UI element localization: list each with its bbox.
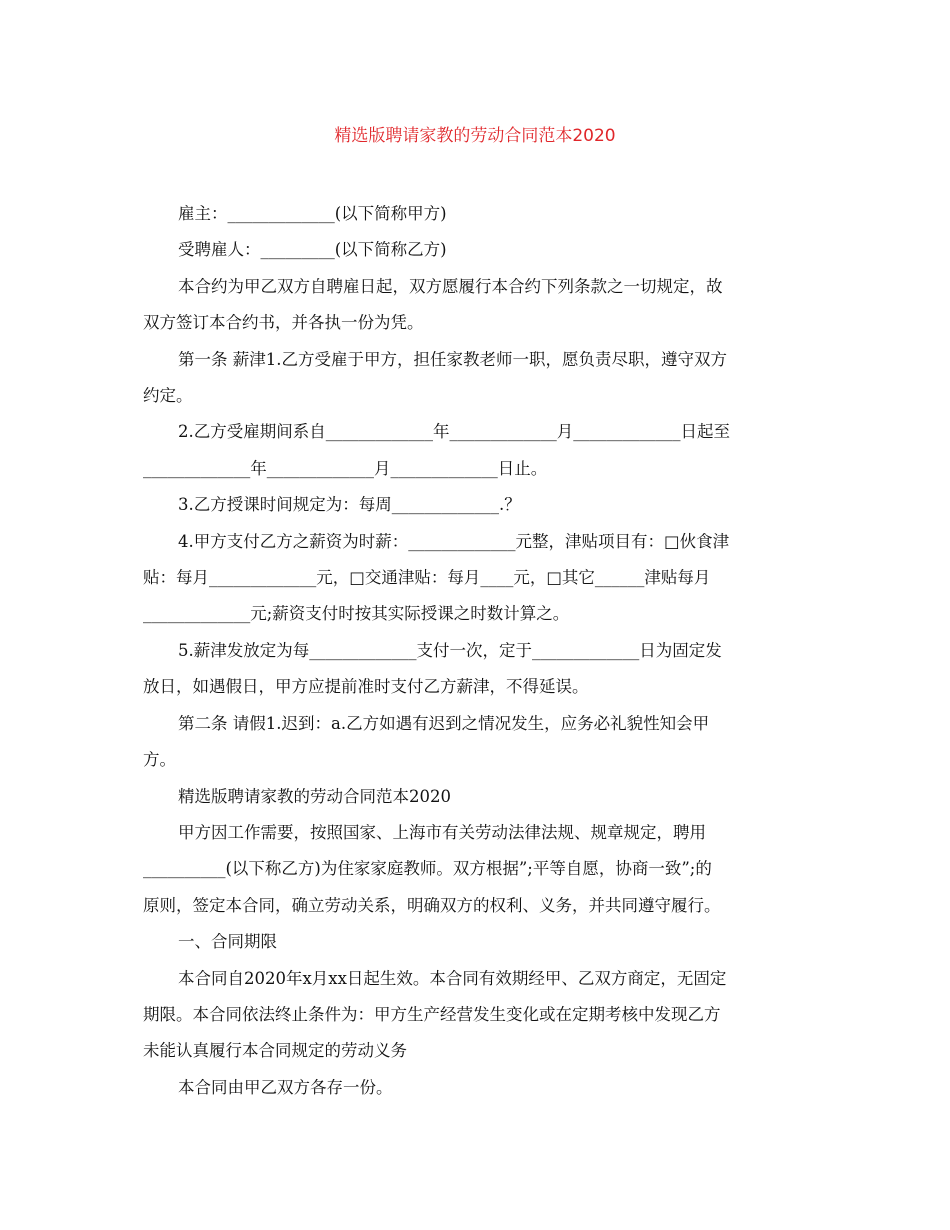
text-line: 4.甲方支付乙方之薪资为时薪：_____________元整，津贴项目有：□伙食津 bbox=[178, 531, 730, 551]
text-line: 方。 bbox=[143, 750, 176, 770]
text-line: 贴：每月_____________元，□交通津贴：每月____元，□其它______津贴每月 bbox=[143, 568, 711, 588]
text-line: 受聘雇人：_________(以下简称乙方) bbox=[178, 240, 447, 260]
text-line: 雇主：_____________(以下简称甲方) bbox=[178, 204, 447, 223]
document-body bbox=[143, 196, 807, 1106]
paragraph-article-2 bbox=[143, 706, 807, 779]
text-line: 双方签订本合约书，并各执一份为凭。 bbox=[143, 313, 424, 333]
text-line: 本合约为甲乙双方自聘雇日起，双方愿履行本合约下列条款之一切规定，故 bbox=[178, 276, 723, 296]
text-line: 期限。本合同依法终止条件为：甲方生产经营发生变化或在定期考核中发现乙方 bbox=[143, 1004, 721, 1024]
paragraph-employer bbox=[143, 196, 807, 232]
text-line: 第一条 薪津1.乙方受雇于甲方，担任家教老师一职，愿负责尽职，遵守双方 bbox=[178, 349, 727, 369]
text-line: 第二条 请假1.迟到：a.乙方如遇有迟到之情况发生，应务必礼貌性知会甲 bbox=[178, 713, 710, 733]
paragraph-intro bbox=[143, 269, 807, 342]
text-line: 约定。 bbox=[143, 386, 193, 406]
paragraph-subtitle bbox=[143, 779, 807, 815]
text-line: 一、合同期限 bbox=[178, 932, 277, 952]
text-line: _____________元;薪资支付时按其实际授课之时数计算之。 bbox=[143, 604, 570, 624]
text-line: 5.薪津发放定为每_____________支付一次，定于_____________日为固定发 bbox=[178, 640, 722, 660]
paragraph-term bbox=[143, 414, 807, 487]
text-line: __________(以下称乙方)为住家家庭教师。双方根据”;平等自愿，协商一致”;的 bbox=[143, 859, 712, 879]
document-title: 精选版聘请家教的劳动合同范本2020 bbox=[334, 126, 616, 146]
text-line: 甲方因工作需要，按照国家、上海市有关劳动法律法规、规章规定，聘用 bbox=[178, 822, 706, 842]
text-line: 本合同自2020年x月xx日起生效。本合同有效期经甲、乙双方商定，无固定 bbox=[178, 968, 727, 988]
text-line: 3.乙方授课时间规定为：每周_____________.？ bbox=[178, 495, 521, 515]
paragraph-preamble bbox=[143, 815, 807, 924]
text-line: 精选版聘请家教的劳动合同范本2020 bbox=[178, 786, 451, 806]
text-line: 放日，如遇假日，甲方应提前准时支付乙方薪津，不得延误。 bbox=[143, 677, 589, 697]
text-line: 本合同由甲乙双方各存一份。 bbox=[178, 1077, 393, 1097]
text-line: 原则，签定本合同，确立劳动关系，明确双方的权利、义务，并共同遵守履行。 bbox=[143, 895, 721, 915]
paragraph-payday bbox=[143, 633, 807, 706]
paragraph-salary bbox=[143, 524, 807, 633]
paragraph-article-1 bbox=[143, 342, 807, 415]
text-line: _____________年_____________月_____________日止。 bbox=[143, 458, 548, 478]
text-line: 未能认真履行本合同规定的劳动义务 bbox=[143, 1041, 407, 1061]
text-line: 2.乙方受雇期间系自_____________年_____________月_____________日起至 bbox=[178, 422, 730, 442]
section-heading-contract-term bbox=[143, 924, 807, 960]
paragraph-effective bbox=[143, 961, 807, 1070]
paragraph-copies bbox=[143, 1070, 807, 1106]
paragraph-employee bbox=[143, 232, 807, 268]
paragraph-schedule bbox=[143, 487, 807, 523]
